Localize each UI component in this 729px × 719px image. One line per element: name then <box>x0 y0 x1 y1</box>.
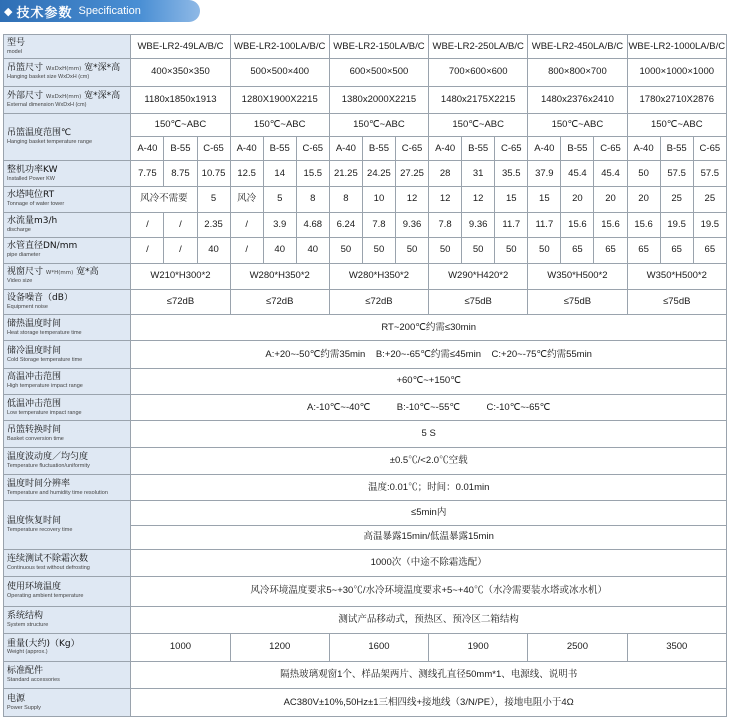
resolution-value: 温度:0.01℃；时间：0.01min <box>131 474 727 500</box>
row-label: 使用环境温度 Operating ambient temperature <box>4 577 131 606</box>
power-cell: 21.25 <box>329 161 362 186</box>
model-cell: WBE-LR2-100LA/B/C <box>230 35 329 59</box>
power-cell: 37.9 <box>528 161 561 186</box>
variant-cell: A-40 <box>230 137 263 161</box>
noise-cell: ≤75dB <box>627 289 726 314</box>
cold-time-value: A:+20~-50℃约需35min B:+20~-65℃约需≤45min C:+20~-75℃约需55min <box>131 341 727 368</box>
power-cell: 50 <box>627 161 660 186</box>
pipe-cell: 50 <box>395 238 428 263</box>
power-cell: 15.5 <box>296 161 329 186</box>
table-row <box>4 577 727 606</box>
variant-cell: B-55 <box>462 137 495 161</box>
table-row <box>4 501 727 525</box>
row-label: 重量(大约)（Kg） Weight (approx.) <box>4 633 131 661</box>
variant-cell: C-65 <box>197 137 230 161</box>
external-size-cell: 1380x2000X2215 <box>329 86 428 113</box>
flow-cell: 15.6 <box>594 213 627 238</box>
row-label: 系统结构 System structure <box>4 606 131 633</box>
variant-cell: A-40 <box>528 137 561 161</box>
diamond-icon: ◆ <box>4 4 13 18</box>
recovery-value: ≤5min内 <box>131 501 727 525</box>
weight-cell: 1900 <box>429 633 528 661</box>
table-row <box>4 689 727 717</box>
variant-cell: A-40 <box>627 137 660 161</box>
tower-cell: 20 <box>561 186 594 212</box>
row-label: 温度时间分辨率 Temperature and humidity time resolution <box>4 474 131 500</box>
window-cell: W280*H350*2 <box>230 263 329 289</box>
model-cell: WBE-LR2-1000LA/B/C <box>627 35 726 59</box>
external-size-cell: 1780x2710X2876 <box>627 86 726 113</box>
row-label: 温度恢复时间 Temperature recovery time <box>4 501 131 550</box>
table-row <box>4 395 727 421</box>
temp-range-cell: 150℃~ABC <box>627 113 726 136</box>
tower-cell: 8 <box>329 186 362 212</box>
basket-size-cell: 400×350×350 <box>131 59 230 86</box>
pipe-cell: 50 <box>329 238 362 263</box>
tower-cell: 15 <box>495 186 528 212</box>
pipe-cell: 50 <box>495 238 528 263</box>
variant-cell: C-65 <box>693 137 726 161</box>
fluct-value: ±0.5℃/<2.0℃空载 <box>131 447 727 474</box>
variant-cell: C-65 <box>594 137 627 161</box>
pipe-cell: 40 <box>296 238 329 263</box>
pipe-cell: 50 <box>429 238 462 263</box>
variant-cell: B-55 <box>164 137 197 161</box>
row-label: 水塔吨位RT Tonnage of water tower <box>4 186 131 212</box>
table-row <box>4 161 727 186</box>
tower-cell: 20 <box>594 186 627 212</box>
flow-cell: 7.8 <box>362 213 395 238</box>
table-row <box>4 315 727 341</box>
noise-cell: ≤75dB <box>528 289 627 314</box>
basket-size-cell: 600×500×500 <box>329 59 428 86</box>
row-label: 整机功率KW Installed Power KW <box>4 161 131 186</box>
temp-range-cell: 150℃~ABC <box>429 113 528 136</box>
flow-cell: 11.7 <box>528 213 561 238</box>
variant-cell: A-40 <box>131 137 164 161</box>
flow-cell: 3.9 <box>263 213 296 238</box>
flow-cell: / <box>230 213 263 238</box>
flow-cell: 6.24 <box>329 213 362 238</box>
temp-range-cell: 150℃~ABC <box>528 113 627 136</box>
row-label: 吊篮转换时间 Basket conversion time <box>4 421 131 447</box>
model-cell: WBE-LR2-250LA/B/C <box>429 35 528 59</box>
table-row <box>4 263 727 289</box>
recovery-exposure-value: 高温暴露15min/低温暴露15min <box>131 525 727 549</box>
weight-cell: 2500 <box>528 633 627 661</box>
table-row <box>4 289 727 314</box>
power-cell: 7.75 <box>131 161 164 186</box>
power-cell: 45.4 <box>594 161 627 186</box>
tower-cell: 10 <box>362 186 395 212</box>
table-row <box>4 59 727 86</box>
power-cell: 12.5 <box>230 161 263 186</box>
tower-cell: 5 <box>197 186 230 212</box>
continuous-value: 1000次（中途不除霜选配） <box>131 549 727 576</box>
table-row <box>4 35 727 59</box>
table-row <box>4 474 727 500</box>
flow-cell: 9.36 <box>395 213 428 238</box>
table-row <box>4 86 727 113</box>
model-cell: WBE-LR2-450LA/B/C <box>528 35 627 59</box>
weight-cell: 3500 <box>627 633 726 661</box>
model-cell: WBE-LR2-49LA/B/C <box>131 35 230 59</box>
tower-cell: 8 <box>296 186 329 212</box>
pipe-cell: 65 <box>561 238 594 263</box>
window-cell: W210*H300*2 <box>131 263 230 289</box>
high-range-value: +60℃~+150℃ <box>131 368 727 394</box>
pipe-cell: 65 <box>594 238 627 263</box>
tower-cell: 风冷 <box>230 186 263 212</box>
tower-cell: 12 <box>429 186 462 212</box>
power-cell: 35.5 <box>495 161 528 186</box>
banner-title: 技术参数 <box>16 5 73 21</box>
flow-cell: 19.5 <box>660 213 693 238</box>
pipe-cell: 50 <box>528 238 561 263</box>
power-cell: 31 <box>462 161 495 186</box>
section-banner <box>0 0 200 22</box>
power-cell: 27.25 <box>395 161 428 186</box>
table-row <box>4 606 727 633</box>
temp-range-cell: 150℃~ABC <box>329 113 428 136</box>
row-label: 水管直径DN/mm pipe diameter <box>4 238 131 263</box>
pipe-cell: 65 <box>627 238 660 263</box>
row-label: 水流量m3/h discharge <box>4 213 131 238</box>
structure-value: 测试产品移动式，预热区、预冷区二箱结构 <box>131 606 727 633</box>
window-cell: W290*H420*2 <box>429 263 528 289</box>
temp-range-cell: 150℃~ABC <box>230 113 329 136</box>
flow-cell: 4.68 <box>296 213 329 238</box>
table-row <box>4 113 727 136</box>
external-size-cell: 1480x2175X2215 <box>429 86 528 113</box>
variant-cell: C-65 <box>495 137 528 161</box>
spec-table <box>3 34 727 717</box>
noise-cell: ≤75dB <box>429 289 528 314</box>
row-label: 储冷温度时间 Cold Storage temperature time <box>4 341 131 368</box>
weight-cell: 1000 <box>131 633 230 661</box>
variant-cell: B-55 <box>362 137 395 161</box>
row-label: 标准配件 Standard accessories <box>4 662 131 689</box>
pipe-cell: 65 <box>660 238 693 263</box>
ambient-value: 风冷环境温度要求5~+30℃/水冷环境温度要求+5~+40℃（水冷需要装水塔或冰水机） <box>131 577 727 606</box>
table-row <box>4 238 727 263</box>
variant-cell: B-55 <box>263 137 296 161</box>
row-label: 吊篮尺寸 WxDxH(mm) 宽*深*高 Hanging basket size WxDxH (cm) <box>4 59 131 86</box>
power-cell: 45.4 <box>561 161 594 186</box>
basket-size-cell: 800×800×700 <box>528 59 627 86</box>
accessories-value: 隔热玻璃观窗1个、样品架两片、测线孔直径50mm*1、电源线、说明书 <box>131 662 727 689</box>
table-row <box>4 447 727 474</box>
flow-cell: 7.8 <box>429 213 462 238</box>
row-label: 设备噪音（dB） Equipment noise <box>4 289 131 314</box>
flow-cell: 15.6 <box>561 213 594 238</box>
tower-cell: 15 <box>528 186 561 212</box>
flow-cell: / <box>131 213 164 238</box>
power-supply-value: AC380V±10%,50Hz±1三相四线+接地线（3/N/PE），接地电阻小于4Ω <box>131 689 727 717</box>
variant-cell: A-40 <box>429 137 462 161</box>
external-size-cell: 1280X1900X2215 <box>230 86 329 113</box>
power-cell: 14 <box>263 161 296 186</box>
pipe-cell: / <box>131 238 164 263</box>
row-label: 高温冲击范围 High temperature impact range <box>4 368 131 394</box>
pipe-cell: 50 <box>362 238 395 263</box>
row-label: 吊篮温度范围℃ Hanging basket temperature range <box>4 113 131 161</box>
basket-size-cell: 1000×1000×1000 <box>627 59 726 86</box>
table-row <box>4 662 727 689</box>
row-label: 温度波动度／均匀度 Temperature fluctuation/uniformity <box>4 447 131 474</box>
pipe-cell: / <box>164 238 197 263</box>
pipe-cell: 50 <box>462 238 495 263</box>
low-range-value: A:-10℃~-40℃ B:-10℃~-55℃ C:-10℃~-65℃ <box>131 395 727 421</box>
table-row <box>4 633 727 661</box>
window-cell: W280*H350*2 <box>329 263 428 289</box>
power-cell: 24.25 <box>362 161 395 186</box>
table-row <box>4 421 727 447</box>
row-label: 连续测试不除霜次数 Continuous test without defrosting <box>4 549 131 576</box>
heat-time-value: RT~200℃约需≤30min <box>131 315 727 341</box>
temp-range-cell: 150℃~ABC <box>131 113 230 136</box>
variant-cell: B-55 <box>660 137 693 161</box>
basket-size-cell: 700×600×600 <box>429 59 528 86</box>
flow-cell: 2.35 <box>197 213 230 238</box>
pipe-cell: 65 <box>693 238 726 263</box>
tower-cell: 25 <box>660 186 693 212</box>
power-cell: 10.75 <box>197 161 230 186</box>
external-size-cell: 1180x1850x1913 <box>131 86 230 113</box>
window-cell: W350*H500*2 <box>627 263 726 289</box>
power-cell: 28 <box>429 161 462 186</box>
tower-cell: 5 <box>263 186 296 212</box>
table-row <box>4 368 727 394</box>
row-label: 储热温度时间 Heat storage temperature time <box>4 315 131 341</box>
noise-cell: ≤72dB <box>230 289 329 314</box>
flow-cell: 11.7 <box>495 213 528 238</box>
flow-cell: 15.6 <box>627 213 660 238</box>
noise-cell: ≤72dB <box>329 289 428 314</box>
pipe-cell: 40 <box>263 238 296 263</box>
flow-cell: 9.36 <box>462 213 495 238</box>
row-label: 低温冲击范围 Low temperature impact range <box>4 395 131 421</box>
tower-cell: 12 <box>462 186 495 212</box>
pipe-cell: 40 <box>197 238 230 263</box>
banner-subtitle: Specification <box>78 5 141 17</box>
variant-cell: A-40 <box>329 137 362 161</box>
tower-cell: 12 <box>395 186 428 212</box>
power-cell: 57.5 <box>693 161 726 186</box>
row-label: 型号 model <box>4 35 131 59</box>
variant-cell: C-65 <box>296 137 329 161</box>
tower-cell: 风冷不需要 <box>131 186 197 212</box>
power-cell: 57.5 <box>660 161 693 186</box>
row-label: 外部尺寸 WxDxH(mm) 宽*深*高 External dimension WxDxH (cm) <box>4 86 131 113</box>
table-row <box>4 213 727 238</box>
tower-cell: 20 <box>627 186 660 212</box>
variant-cell: C-65 <box>395 137 428 161</box>
variant-cell: B-55 <box>561 137 594 161</box>
flow-cell: 19.5 <box>693 213 726 238</box>
row-label: 电源 Power Supply <box>4 689 131 717</box>
external-size-cell: 1480x2376x2410 <box>528 86 627 113</box>
convert-value: 5 S <box>131 421 727 447</box>
basket-size-cell: 500×500×400 <box>230 59 329 86</box>
weight-cell: 1600 <box>329 633 428 661</box>
flow-cell: / <box>164 213 197 238</box>
window-cell: W350*H500*2 <box>528 263 627 289</box>
power-cell: 8.75 <box>164 161 197 186</box>
row-label: 视窗尺寸 W*H(mm) 宽*高 Video size <box>4 263 131 289</box>
tower-cell: 25 <box>693 186 726 212</box>
table-row <box>4 341 727 368</box>
table-row <box>4 186 727 212</box>
table-row <box>4 549 727 576</box>
weight-cell: 1200 <box>230 633 329 661</box>
pipe-cell: / <box>230 238 263 263</box>
model-cell: WBE-LR2-150LA/B/C <box>329 35 428 59</box>
noise-cell: ≤72dB <box>131 289 230 314</box>
